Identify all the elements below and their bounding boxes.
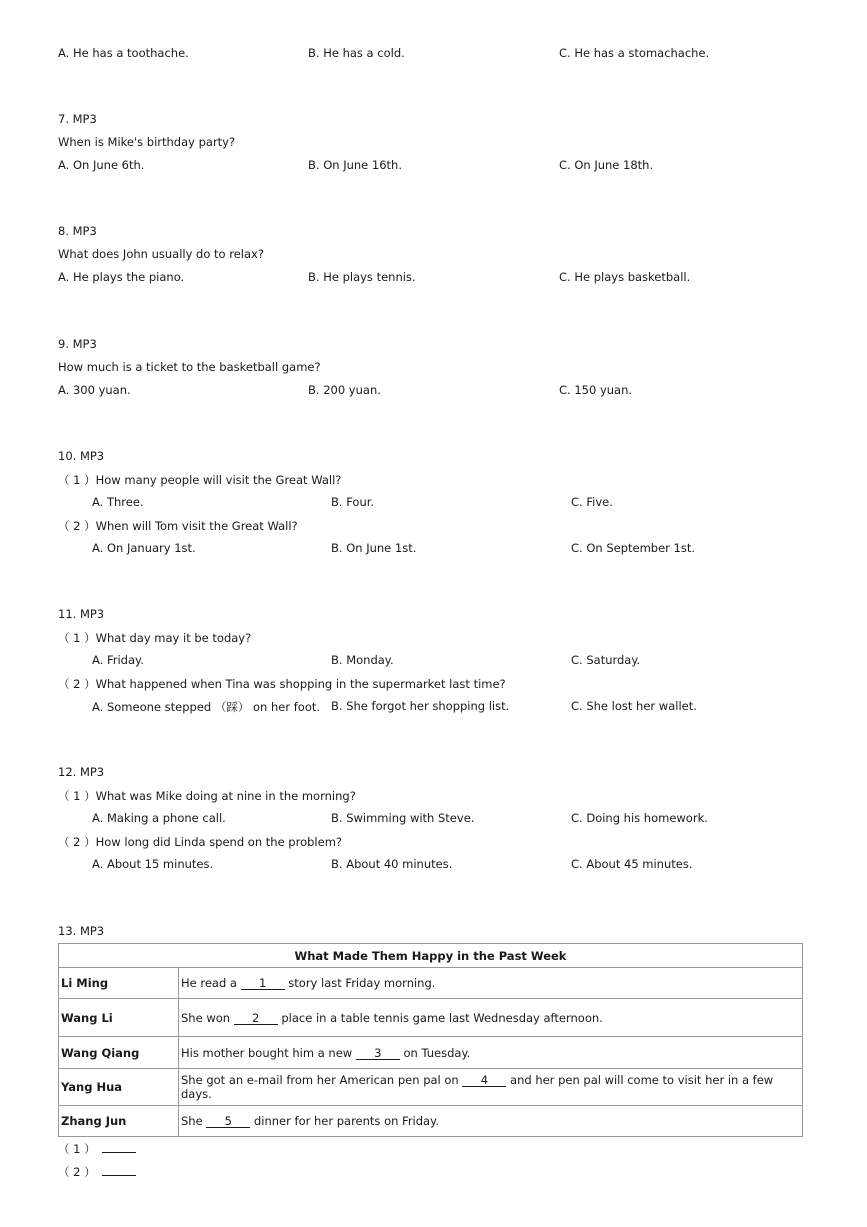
option-a: A. About 15 minutes. xyxy=(92,857,214,871)
q11-sub1-options xyxy=(92,653,812,669)
q10-sub1-question: （ 1 ）How many people will visit the Great Wall? xyxy=(58,473,342,487)
q8-options xyxy=(58,270,818,286)
sentence-before: His mother bought him a new xyxy=(181,1045,356,1060)
option-c: C. On June 18th. xyxy=(559,158,654,172)
q12-sub2-options xyxy=(92,857,812,873)
q7-question: When is Mike's birthday party? xyxy=(58,135,236,149)
option-a: A. Friday. xyxy=(92,653,144,667)
table-row xyxy=(59,999,803,1037)
option-b: B. 200 yuan. xyxy=(308,383,381,397)
blank-1: 1 xyxy=(241,977,285,990)
option-a: A. 300 yuan. xyxy=(58,383,131,397)
option-b: B. He plays tennis. xyxy=(308,270,416,284)
answer-blank[interactable] xyxy=(102,1142,136,1153)
row-name: Li Ming xyxy=(59,968,179,999)
answer-label: （ 1 ） xyxy=(58,1142,96,1156)
option-b: B. Four. xyxy=(331,495,375,509)
blank-5: 5 xyxy=(206,1115,250,1128)
q10-number: 10. MP3 xyxy=(58,449,105,463)
option-b: B. She forgot her shopping list. xyxy=(331,699,510,713)
sentence-before: She won xyxy=(181,1010,234,1025)
answer-label: （ 2 ） xyxy=(58,1165,96,1179)
option-a: A. He plays the piano. xyxy=(58,270,185,284)
row-sentence xyxy=(179,999,803,1037)
q8-number: 8. MP3 xyxy=(58,224,97,238)
option-c: C. Doing his homework. xyxy=(571,811,708,825)
answer-line-2 xyxy=(58,1164,136,1180)
q10-sub2-options xyxy=(92,541,812,557)
q13-number: 13. MP3 xyxy=(58,924,105,938)
q9-number: 9. MP3 xyxy=(58,337,97,351)
option-b: B. On June 1st. xyxy=(331,541,417,555)
option-c: C. He has a stomachache. xyxy=(559,46,710,60)
q12-sub1-options xyxy=(92,811,812,827)
q7-number: 7. MP3 xyxy=(58,112,97,126)
table-row xyxy=(59,1106,803,1137)
q8-question: What does John usually do to relax? xyxy=(58,247,264,261)
q12-sub1-question: （ 1 ）What was Mike doing at nine in the morning? xyxy=(58,789,356,803)
table-title: What Made Them Happy in the Past Week xyxy=(59,944,803,968)
option-c: C. On September 1st. xyxy=(571,541,696,555)
row-sentence xyxy=(179,1069,803,1106)
option-a: A. Making a phone call. xyxy=(92,811,226,825)
q12-sub2-question: （ 2 ）How long did Linda spend on the problem? xyxy=(58,835,342,849)
q11-sub1-question: （ 1 ）What day may it be today? xyxy=(58,631,252,645)
option-c: C. She lost her wallet. xyxy=(571,699,697,713)
option-a: A. Three. xyxy=(92,495,144,509)
blank-4: 4 xyxy=(462,1074,506,1087)
table-row xyxy=(59,1069,803,1106)
row-name: Wang Li xyxy=(59,999,179,1037)
q6-options xyxy=(58,46,818,62)
option-a: A. He has a toothache. xyxy=(58,46,189,60)
table-header-row xyxy=(59,944,803,968)
q9-options xyxy=(58,383,818,399)
blank-3: 3 xyxy=(356,1047,400,1060)
row-name: Yang Hua xyxy=(59,1069,179,1106)
row-name: Zhang Jun xyxy=(59,1106,179,1137)
row-sentence xyxy=(179,1106,803,1137)
option-c: C. Five. xyxy=(571,495,613,509)
blank-2: 2 xyxy=(234,1012,278,1025)
happy-week-table xyxy=(58,943,803,1137)
option-c: C. About 45 minutes. xyxy=(571,857,693,871)
sentence-after: dinner for her parents on Friday. xyxy=(250,1114,439,1128)
table-row xyxy=(59,968,803,999)
sentence-before: He read a xyxy=(181,976,241,990)
row-sentence xyxy=(179,1037,803,1069)
q11-number: 11. MP3 xyxy=(58,607,105,621)
sentence-before: She xyxy=(181,1114,207,1128)
option-b: B. Monday. xyxy=(331,653,394,667)
sentence-after: on Tuesday. xyxy=(399,1045,471,1060)
option-a: A. Someone stepped （踩） on her foot. xyxy=(92,700,321,714)
q9-question: How much is a ticket to the basketball game? xyxy=(58,360,321,374)
option-c: C. He plays basketball. xyxy=(559,270,691,284)
row-sentence xyxy=(179,968,803,999)
answer-blank[interactable] xyxy=(102,1165,136,1176)
sentence-after: story last Friday morning. xyxy=(284,976,436,990)
option-b: B. About 40 minutes. xyxy=(331,857,453,871)
q10-sub2-question: （ 2 ）When will Tom visit the Great Wall? xyxy=(58,519,298,533)
q10-sub1-options xyxy=(92,495,812,511)
sentence-after: and her pen pal will come to visit her in a few days. xyxy=(181,1073,774,1101)
sentence-after: place in a table tennis game last Wednesday afternoon. xyxy=(277,1010,603,1025)
q12-number: 12. MP3 xyxy=(58,765,105,779)
row-name: Wang Qiang xyxy=(59,1037,179,1069)
q11-sub2-question: （ 2 ）What happened when Tina was shopping in the supermarket last time? xyxy=(58,677,506,691)
option-b: B. Swimming with Steve. xyxy=(331,811,475,825)
option-c: C. Saturday. xyxy=(571,653,641,667)
answer-line-1 xyxy=(58,1141,136,1157)
option-a: A. On June 6th. xyxy=(58,158,145,172)
option-b: B. On June 16th. xyxy=(308,158,402,172)
option-b: B. He has a cold. xyxy=(308,46,405,60)
option-c: C. 150 yuan. xyxy=(559,383,633,397)
q11-sub2-options xyxy=(92,699,812,715)
option-a: A. On January 1st. xyxy=(92,541,196,555)
q7-options xyxy=(58,158,818,174)
sentence-before: She got an e-mail from her American pen pal on xyxy=(181,1073,463,1087)
table-row xyxy=(59,1037,803,1069)
